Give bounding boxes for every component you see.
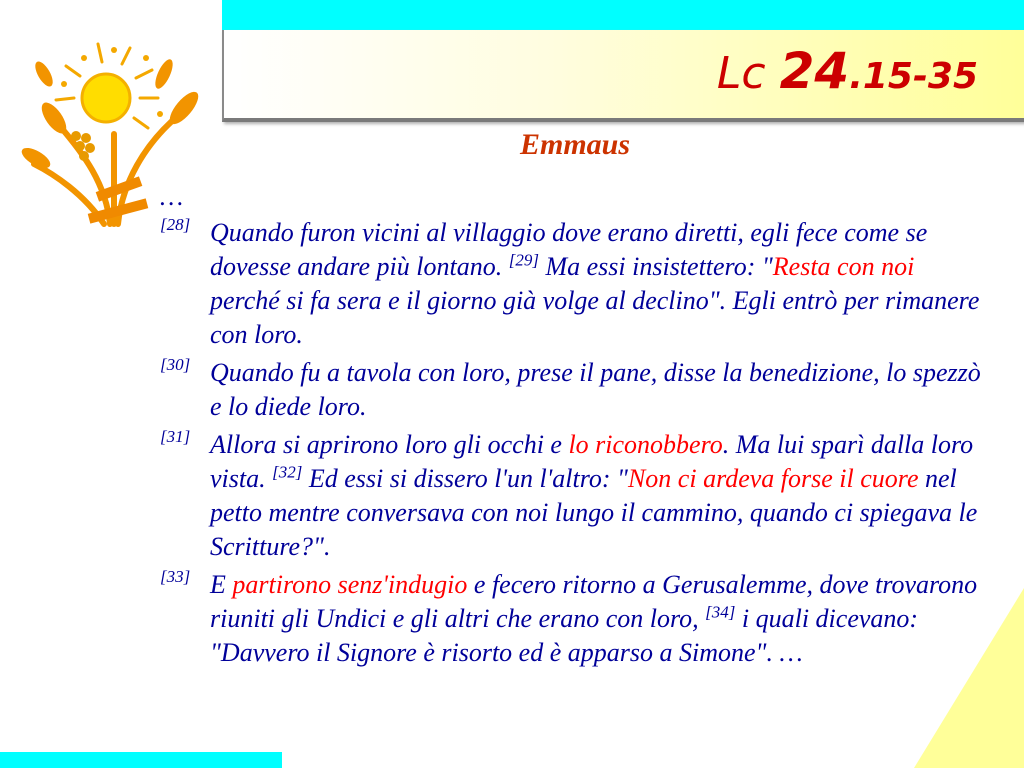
highlighted-text: Resta con noi	[772, 252, 915, 281]
verse-list	[160, 216, 990, 670]
highlighted-text: Non ci ardeva forse il cuore	[627, 464, 919, 493]
verse-paragraph	[160, 216, 990, 352]
scripture-passage	[160, 180, 990, 674]
verse-text: i quali dicevano: "Davvero il Signore è risorto ed è apparso a Simone". …	[210, 604, 919, 667]
section-subtitle: Emmaus	[519, 128, 631, 161]
verse-number: [33]	[160, 567, 191, 586]
verse-text: E	[210, 570, 233, 599]
verse-paragraph	[160, 356, 990, 424]
verse-text: Quando fu a tavola con loro, prese il pane, disse la benedizione, lo spezzò e lo diede loro.	[210, 358, 981, 421]
verse-paragraph	[160, 568, 990, 670]
verse-number: [28]	[160, 215, 191, 234]
highlighted-text: lo riconobbero	[568, 430, 723, 459]
slide-title	[717, 42, 978, 100]
top-cyan-band	[222, 0, 1024, 30]
title-book: Lc	[716, 48, 780, 99]
verse-text: Allora si aprirono loro gli occhi e	[210, 430, 569, 459]
inline-verse-number: [32]	[272, 462, 303, 482]
title-bar	[222, 30, 1024, 122]
inline-verse-number: [29]	[508, 250, 539, 270]
verse-text: perché si fa sera e il giorno già volge al declino". Egli entrò per rimanere con loro.	[210, 286, 980, 349]
title-chapter: 24	[779, 42, 850, 100]
verse-number: [31]	[160, 427, 191, 446]
verse-number: [30]	[160, 355, 191, 374]
verse-text: Ma essi insistettero: "	[538, 252, 773, 281]
inline-verse-number: [34]	[705, 602, 736, 622]
title-verses: .15-35	[849, 56, 978, 97]
highlighted-text: partirono senz'indugio	[232, 570, 468, 599]
bottom-cyan-band	[0, 752, 282, 768]
verse-text: e fecero ritorno a Gerusalemme, dove trovarono riuniti gli Undici e gli altri che erano con loro,	[210, 570, 978, 633]
verse-text: Ed essi si dissero l'un l'altro: "	[302, 464, 628, 493]
verse-text: nel petto mentre conversava con noi lungo il cammino, quando ci spiegava le Scritture?".	[210, 464, 978, 561]
verse-text: Quando furon vicini al villaggio dove erano diretti, egli fece come se dovesse andare più lontano.	[210, 218, 928, 281]
verse-paragraph	[160, 428, 990, 564]
verse-text: . Ma lui sparì dalla loro vista.	[210, 430, 974, 493]
leading-ellipsis: …	[160, 182, 184, 211]
